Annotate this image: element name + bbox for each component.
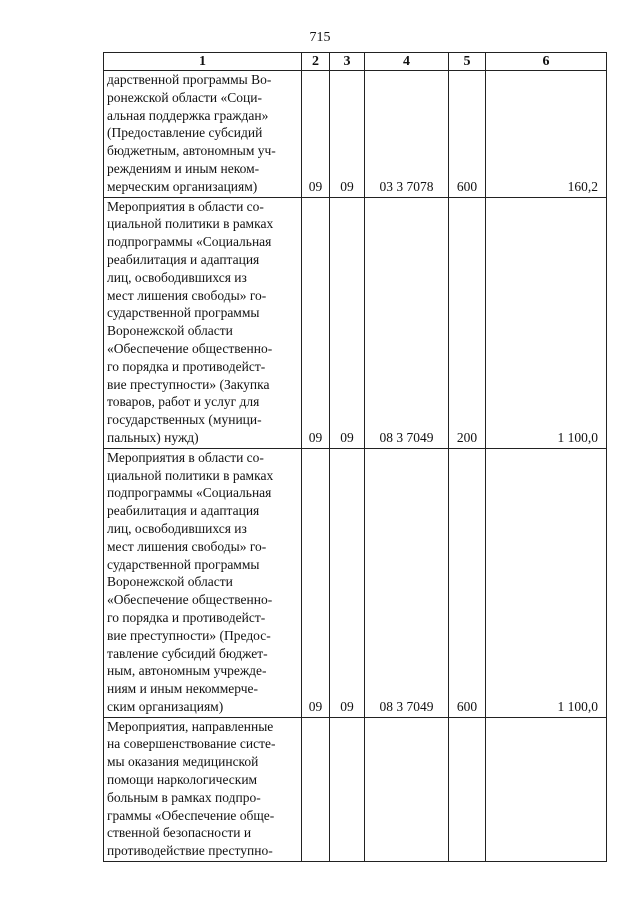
amount-cell: 160,2 (486, 71, 607, 198)
table-row (104, 448, 607, 717)
page-number: 715 (309, 30, 331, 45)
description-line: дарственной программы Во- (107, 72, 272, 87)
description-line: «Обеспечение общественно- (107, 592, 273, 608)
budget-table (103, 52, 607, 862)
description-line: Воронежской области (107, 574, 233, 590)
description-line: граммы «Обеспечение обще- (107, 807, 275, 823)
table-row (104, 197, 607, 448)
description-line: Воронежской области (107, 323, 233, 339)
description-line: го порядка и противодейст- (107, 609, 266, 625)
amount-cell (486, 717, 607, 861)
description-line: пальных) нужд) (107, 429, 199, 445)
target-article-cell: 03 3 7078 (365, 71, 449, 198)
description-line: реабилитация и адаптация (107, 503, 260, 519)
description-line: мы оказания медицинской (107, 754, 259, 770)
description-line: бюджетным, автономным уч- (107, 143, 276, 159)
description-line: «Обеспечение общественно- (107, 340, 273, 356)
header-col-1: 1 (104, 53, 302, 71)
target-article-cell: 08 3 7049 (365, 448, 449, 717)
description-line: го порядка и противодейст- (107, 358, 266, 374)
subsection-code-cell (330, 717, 365, 861)
subsection-code-cell: 09 (330, 71, 365, 198)
description-line: помощи наркологическим (107, 772, 258, 788)
description-line: товаров, работ и услуг для (107, 394, 260, 410)
header-col-6: 6 (486, 53, 607, 71)
description-line: мест лишения свободы» го- (107, 287, 267, 303)
description-line: ниям и иным некоммерче- (107, 681, 258, 697)
description-line: лиц, освободившихся из (107, 520, 247, 536)
amount-cell: 1 100,0 (486, 448, 607, 717)
description-line: вие преступности» (Закупка (107, 376, 270, 392)
description-line: ронежской области «Соци- (107, 89, 262, 105)
row-description (104, 717, 302, 861)
description-line: реждениям и иным неком- (107, 160, 260, 176)
description-line: (Предоставление субсидий (107, 125, 263, 141)
description-line: Мероприятия в области со- (107, 198, 264, 214)
target-article-cell: 08 3 7049 (365, 197, 449, 448)
subsection-code-cell: 09 (330, 197, 365, 448)
description-line: ственной безопасности и (107, 825, 252, 841)
table-row (104, 717, 607, 861)
description-line: на совершенствование систе- (107, 736, 276, 752)
description-line: Мероприятия, направленные (107, 718, 274, 734)
description-line: ским организациям) (107, 698, 224, 714)
description-line: ным, автономным учрежде- (107, 663, 267, 679)
description-line: сударственной программы (107, 305, 260, 321)
description-line: противодействие преступно- (107, 843, 273, 859)
description-line: подпрограммы «Социальная (107, 485, 272, 501)
section-code-cell: 09 (302, 448, 330, 717)
expense-type-cell: 600 (449, 448, 486, 717)
row-description (104, 448, 302, 717)
section-code-cell: 09 (302, 71, 330, 198)
description-line: реабилитация и адаптация (107, 251, 260, 267)
header-row (104, 53, 607, 71)
description-line: тавление субсидий бюджет- (107, 645, 268, 661)
table-row (104, 71, 607, 198)
description-line: государственных (муници- (107, 412, 262, 428)
header-col-4: 4 (365, 53, 449, 71)
row-description (104, 71, 302, 198)
description-line: лиц, освободившихся из (107, 269, 247, 285)
expense-type-cell: 200 (449, 197, 486, 448)
description-line: вие преступности» (Предос- (107, 627, 271, 643)
expense-type-cell: 600 (449, 71, 486, 198)
row-description (104, 197, 302, 448)
target-article-cell (365, 717, 449, 861)
header-col-3: 3 (330, 53, 365, 71)
description-line: циальной политики в рамках (107, 216, 274, 232)
description-line: мерческим организациям) (107, 178, 258, 194)
section-code-cell: 09 (302, 197, 330, 448)
header-col-2: 2 (302, 53, 330, 71)
description-line: больным в рамках подпро- (107, 789, 261, 805)
expense-type-cell (449, 717, 486, 861)
description-line: альная поддержка граждан» (107, 107, 269, 123)
description-line: сударственной программы (107, 556, 260, 572)
subsection-code-cell: 09 (330, 448, 365, 717)
header-col-5: 5 (449, 53, 486, 71)
description-line: мест лишения свободы» го- (107, 538, 267, 554)
description-line: Мероприятия в области со- (107, 449, 264, 465)
section-code-cell (302, 717, 330, 861)
amount-cell: 1 100,0 (486, 197, 607, 448)
description-line: подпрограммы «Социальная (107, 234, 272, 250)
description-line: циальной политики в рамках (107, 467, 274, 483)
